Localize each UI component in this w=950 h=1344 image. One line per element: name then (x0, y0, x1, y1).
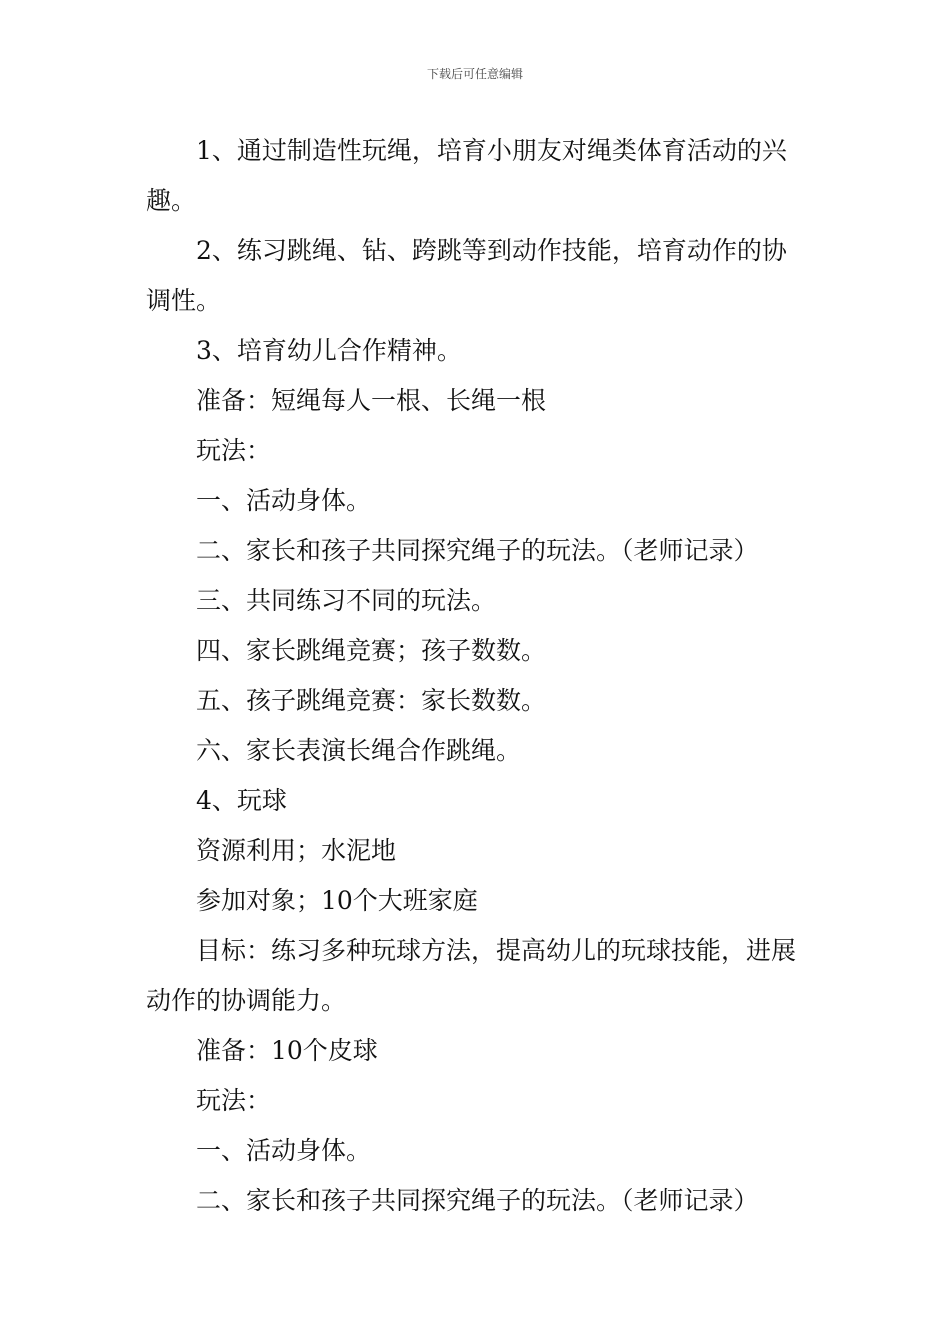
paragraph-goal-1: 1、通过制造性玩绳，培育小朋友对绳类体育活动的兴趣。 (146, 136, 787, 215)
paragraph-objective: 目标：练习多种玩球方法，提高幼儿的玩球技能，进展动作的协调能力。 (146, 936, 797, 1015)
paragraph-section-4-title: 4、玩球 (196, 786, 287, 815)
paragraph-preparation: 准备：短绳每人一根、长绳一根 (196, 386, 547, 415)
paragraph-step-3: 三、共同练习不同的玩法。 (196, 586, 497, 615)
paragraph-step-2: 二、家长和孩子共同探究绳子的玩法。（老师记录） (196, 536, 759, 565)
paragraph-resource: 资源利用；水泥地 (196, 836, 397, 865)
paragraph-howto-heading-2: 玩法： (196, 1086, 272, 1115)
paragraph-step-1b: 一、活动身体。 (196, 1136, 372, 1165)
paragraph-step-6: 六、家长表演长绳合作跳绳。 (196, 736, 522, 765)
paragraph-step-1: 一、活动身体。 (196, 486, 372, 515)
paragraph-goal-3: 3、培育幼儿合作精神。 (196, 336, 462, 365)
page-header-note: 下载后可任意编辑 (426, 67, 523, 81)
paragraph-goal-2: 2、练习跳绳、钻、跨跳等到动作技能，培育动作的协调性。 (146, 236, 787, 315)
paragraph-howto-heading: 玩法： (196, 436, 272, 465)
paragraph-preparation-2: 准备：10个皮球 (196, 1036, 378, 1065)
paragraph-step-4: 四、家长跳绳竞赛；孩子数数。 (196, 636, 547, 665)
paragraph-step-2b: 二、家长和孩子共同探究绳子的玩法。（老师记录） (196, 1186, 759, 1215)
paragraph-step-5: 五、孩子跳绳竞赛：家长数数。 (196, 686, 547, 715)
paragraph-participants: 参加对象；10个大班家庭 (196, 886, 478, 915)
document-body (146, 126, 806, 1226)
